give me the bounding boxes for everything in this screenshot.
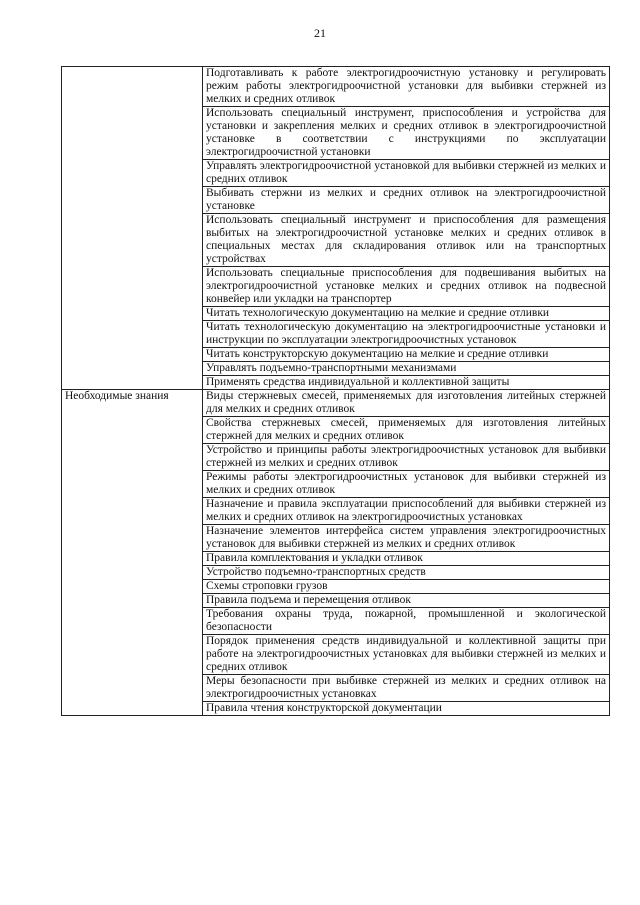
table-row: [62, 390, 610, 417]
requirement-cell: Правила подъема и перемещения отливок: [203, 594, 610, 608]
requirement-cell: Использовать специальный инструмент, приспособления и устройства для установки и закрепления мелких и средних отливок в электрогидроочистной установке в соответствии с инструкциями по эксплуатации электрогидроочистной установки: [203, 107, 610, 160]
requirement-cell: Читать технологическую документацию на мелкие и средние отливки: [203, 307, 610, 321]
requirement-cell: Устройство и принципы работы электрогидроочистных установок для выбивки стержней из мелких и средних отливок: [203, 444, 610, 471]
requirement-cell: Использовать специальные приспособления для подвешивания выбитых на электрогидроочистной установке мелких и средних отливок на подвесной конвейер или укладки на транспортер: [203, 267, 610, 307]
section-label: [62, 67, 203, 390]
requirement-cell: Подготавливать к работе электрогидроочистную установку и регулировать режим работы электрогидроочистной установки для выбивки стержней из мелких и средних отливок: [203, 67, 610, 107]
requirement-cell: Читать технологическую документацию на электрогидроочистные установки и инструкции по эксплуатации электрогидроочистных установок: [203, 321, 610, 348]
requirement-cell: Режимы работы электрогидроочистных установок для выбивки стержней из мелких и средних отливок: [203, 471, 610, 498]
requirement-cell: Управлять подъемно-транспортными механизмами: [203, 362, 610, 376]
requirements-table: [61, 66, 610, 716]
requirement-cell: Назначение элементов интерфейса систем управления электрогидроочистных установок для выбивки стержней из мелких и средних отливок: [203, 525, 610, 552]
requirement-cell: Назначение и правила эксплуатации приспособлений для выбивки стержней из мелких и средних отливок на электрогидроочистных установках: [203, 498, 610, 525]
requirement-cell: Читать конструкторскую документацию на мелкие и средние отливки: [203, 348, 610, 362]
requirement-cell: Правила чтения конструкторской документации: [203, 702, 610, 716]
section-label: Необходимые знания: [62, 390, 203, 716]
requirement-cell: Применять средства индивидуальной и коллективной защиты: [203, 376, 610, 390]
requirement-cell: Устройство подъемно-транспортных средств: [203, 566, 610, 580]
requirement-cell: Управлять электрогидроочистной установкой для выбивки стержней из мелких и средних отливок: [203, 160, 610, 187]
requirement-cell: Свойства стержневых смесей, применяемых для изготовления литейных стержней для мелких и средних отливок: [203, 417, 610, 444]
page-number: 21: [314, 26, 326, 40]
requirement-cell: Правила комплектования и укладки отливок: [203, 552, 610, 566]
requirement-cell: Виды стержневых смесей, применяемых для изготовления литейных стержней для мелких и средних отливок: [203, 390, 610, 417]
requirement-cell: Выбивать стержни из мелких и средних отливок на электрогидроочистной установке: [203, 187, 610, 214]
requirement-cell: Использовать специальный инструмент и приспособления для размещения выбитых на электрогидроочистной установке мелких и средних отливок в специальных местах для складирования отливок или на транспортных устройствах: [203, 214, 610, 267]
requirement-cell: Меры безопасности при выбивке стержней из мелких и средних отливок на электрогидроочистных установках: [203, 675, 610, 702]
requirement-cell: Схемы строповки грузов: [203, 580, 610, 594]
requirement-cell: Требования охраны труда, пожарной, промышленной и экологической безопасности: [203, 608, 610, 635]
table-row: [62, 67, 610, 107]
requirement-cell: Порядок применения средств индивидуальной и коллективной защиты при работе на электрогидроочистных установках для выбивки стержней из мелких и средних отливок: [203, 635, 610, 675]
